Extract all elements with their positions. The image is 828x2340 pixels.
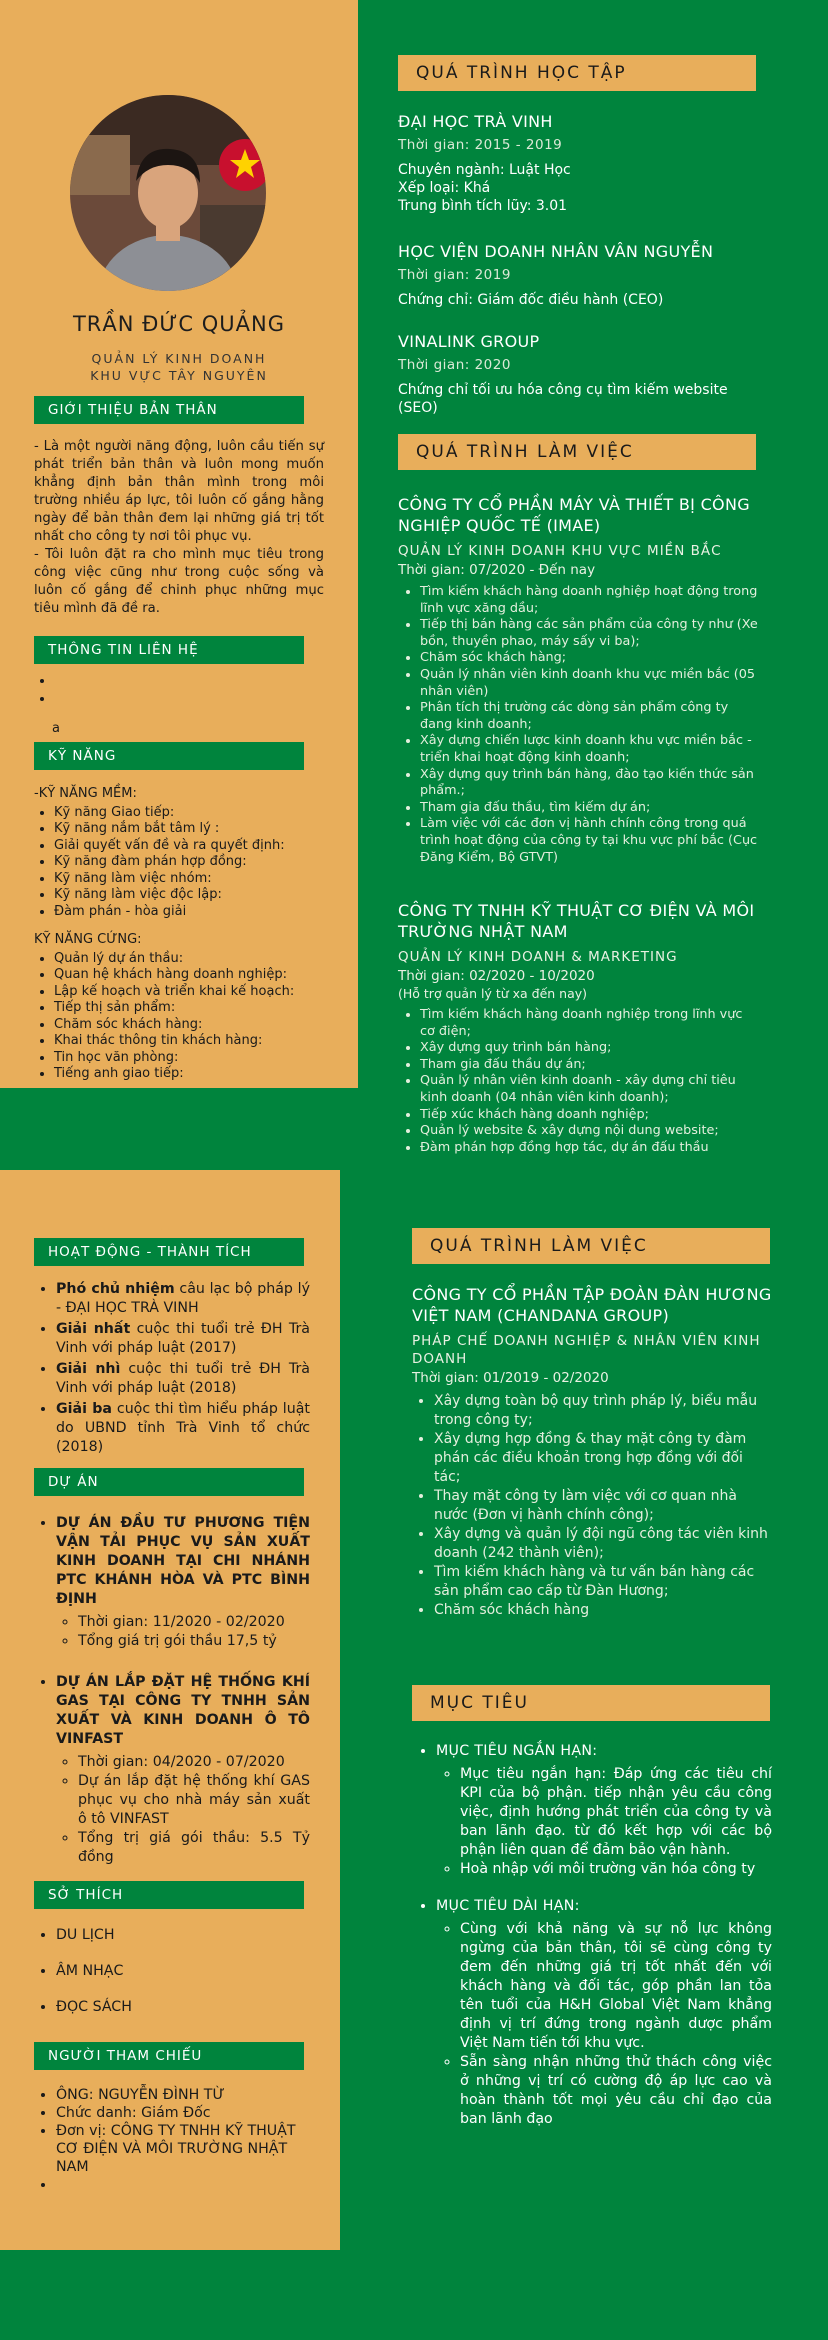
job-duties [412, 1392, 772, 1620]
school-name: ĐẠI HỌC TRÀ VINH [398, 112, 553, 131]
job-item [398, 900, 758, 1156]
soft-skills-title: -KỸ NĂNG MỀM: [34, 786, 137, 801]
avatar-photo [70, 95, 266, 291]
contact-item [54, 690, 324, 708]
duty-item: • Tham gia đấu thầu, tìm kiếm dự án; [420, 800, 758, 817]
soft-skill-item: • Kỹ năng Giao tiếp: [54, 805, 324, 822]
goals-heading: MỤC TIÊU [412, 1685, 770, 1721]
duty-item: • Tham gia đấu thầu dự án; [420, 1057, 758, 1074]
hard-skill-item: • Tin học văn phòng: [54, 1050, 324, 1067]
cv-page-1 [0, 0, 828, 1155]
project-item [56, 1514, 310, 1651]
duty-item: • Quản lý nhân viên kinh doanh - xây dựng chỉ tiêu kinh doanh (04 nhân viên kinh doanh); [420, 1073, 758, 1106]
job-company: CÔNG TY CỔ PHẦN TẬP ĐOÀN ĐÀN HƯƠNG VIỆT NAM (CHANDANA GROUP) [412, 1285, 772, 1325]
duty-item: • Tìm kiếm khách hàng doanh nghiệp trong lĩnh vực cơ điện; [420, 1007, 758, 1040]
duty-item: • Xây dựng quy trình bán hàng; [420, 1040, 758, 1057]
goal-group [436, 1897, 772, 2129]
intro-paragraph-2: - Tôi luôn đặt ra cho mình mục tiêu trong công việc cũng như trong cuộc sống và luôn cố gắng để chinh phục những mục tiêu mình đã đề ra. [34, 547, 324, 616]
job-duties [398, 1007, 758, 1156]
duty-item: • Chăm sóc khách hàng; [420, 650, 758, 667]
work-heading-2: QUÁ TRÌNH LÀM VIỆC [412, 1228, 770, 1264]
role-line-2: KHU VỰC TÂY NGUYÊN [90, 368, 268, 383]
left-column [0, 0, 358, 1088]
education-heading: QUÁ TRÌNH HỌC TẬP [398, 55, 756, 91]
activity-item [56, 1280, 310, 1318]
reference-item: • Chức danh: Giám Đốc [56, 2104, 310, 2122]
activity-text: câu lạc bộ pháp lý - ĐẠI HỌC TRÀ VINH [56, 1281, 310, 1316]
contact-heading: THÔNG TIN LIÊN HỆ [34, 636, 304, 664]
intro-heading: GIỚI THIỆU BẢN THÂN [34, 396, 304, 424]
project-detail: ◦ Tổng giá trị gói thầu 17,5 tỷ [78, 1632, 310, 1651]
goal-group [436, 1742, 772, 1879]
job-role: QUẢN LÝ KINH DOANH KHU VỰC MIỀN BẮC [398, 543, 722, 559]
activity-award: Giải nhì [56, 1361, 121, 1377]
duty-item: • Phân tích thị trường các dòng sản phẩm công ty đang kinh doanh; [420, 700, 758, 733]
job-item [398, 494, 758, 866]
role-line-1: QUẢN LÝ KINH DOANH [91, 351, 267, 366]
education-detail: Chuyên ngành: Luật Học [398, 162, 571, 178]
education-item [398, 242, 758, 309]
activity-item [56, 1320, 310, 1358]
education-time: Thời gian: 2015 - 2019 [398, 137, 563, 153]
soft-skills [34, 786, 324, 920]
duty-item: • Tiếp xúc khách hàng doanh nghiệp; [420, 1107, 758, 1124]
project-item [56, 1673, 310, 1867]
duty-item: • Đàm phán hợp đồng hợp tác, dự án đấu thầu [420, 1140, 758, 1157]
candidate-name: TRẦN ĐỨC QUẢNG [72, 312, 286, 336]
education-item [398, 332, 758, 417]
soft-skill-item: • Kỹ năng làm việc độc lập: [54, 887, 324, 904]
job-role: QUẢN LÝ KINH DOANH & MARKETING [398, 949, 678, 965]
reference-item: • Đơn vị: CÔNG TY TNHH KỸ THUẬT CƠ ĐIỆN VÀ MÔI TRƯỜNG NHẬT NAM [56, 2122, 310, 2176]
project-title: DỰ ÁN ĐẦU TƯ PHƯƠNG TIỆN VẬN TẢI PHỤC VỤ SẢN XUẤT KINH DOANH TẠI CHI NHÁNH PTC KHÁNH HÒA VÀ PTC BÌNH ĐỊNH [56, 1515, 310, 1607]
hobbies-list [34, 1927, 310, 2035]
duty-item: • Xây dựng hợp đồng & thay mặt công ty đàm phán các điều khoản trong hợp đồng với đối tác; [434, 1430, 772, 1487]
hard-skill-item: • Lập kế hoạch và triển khai kế hoạch: [54, 984, 324, 1001]
projects-list [34, 1514, 310, 1867]
activity-award: Giải ba [56, 1401, 112, 1417]
job-company: CÔNG TY CỔ PHẦN MÁY VÀ THIẾT BỊ CÔNG NGHIỆP QUỐC TẾ (IMAE) [398, 495, 750, 535]
project-detail: ◦ Dự án lắp đặt hệ thống khí GAS phục vụ cho nhà máy sản xuất ô tô VINFAST [78, 1772, 310, 1829]
hard-skill-item: • Quan hệ khách hàng doanh nghiệp: [54, 967, 324, 984]
job-duties [398, 584, 758, 866]
project-detail: ◦ Tổng trị giá gói thầu: 5.5 Tỷ đồng [78, 1829, 310, 1867]
activity-award: Phó chủ nhiệm [56, 1281, 175, 1297]
duty-item: • Xây dựng và quản lý đội ngũ công tác viên kinh doanh (242 thành viên); [434, 1525, 772, 1563]
activities-list [34, 1280, 310, 1459]
duty-item: • Thay mặt công ty làm việc với cơ quan nhà nước (Đơn vị hành chính công); [434, 1487, 772, 1525]
project-detail: ◦ Thời gian: 11/2020 - 02/2020 [78, 1613, 310, 1632]
education-detail: Chứng chỉ: Giám đốc điều hành (CEO) [398, 292, 664, 308]
duty-item: • Xây dựng quy trình bán hàng, đào tạo kiến thức sản phẩm.; [420, 767, 758, 800]
contact-item [54, 672, 324, 690]
duty-item: • Tiếp thị bán hàng các sản phẩm của công ty như (Xe bồn, thuyền phao, máy sấy vi ba); [420, 617, 758, 650]
contact-extra: a [52, 721, 60, 736]
projects-heading: DỰ ÁN [34, 1468, 304, 1496]
activity-item [56, 1400, 310, 1457]
cv-page-2 [0, 1170, 828, 2250]
school-name: VINALINK GROUP [398, 332, 540, 351]
contact-info [34, 672, 324, 738]
reference-item: • ÔNG: NGUYỄN ĐÌNH TỪ [56, 2086, 310, 2104]
activities-heading: HOẠT ĐỘNG - THÀNH TÍCH [34, 1238, 304, 1266]
activity-award: Giải nhất [56, 1321, 131, 1337]
job-company: CÔNG TY TNHH KỸ THUẬT CƠ ĐIỆN VÀ MÔI TRƯỜNG NHẬT NAM [398, 901, 755, 941]
duty-item: • Quản lý website & xây dựng nội dung website; [420, 1123, 758, 1140]
reference-list [34, 2086, 310, 2194]
job-item [412, 1284, 772, 1620]
hard-skills-title: KỸ NĂNG CỨNG: [34, 932, 142, 947]
hard-skill-item: • Tiếp thị sản phẩm: [54, 1000, 324, 1017]
education-detail: Xếp loại: Khá [398, 180, 491, 196]
soft-skill-item: • Kỹ năng đàm phán hợp đồng: [54, 854, 324, 871]
hobby-item: • DU LỊCH [56, 1927, 310, 1943]
education-detail: Trung bình tích lũy: 3.01 [398, 198, 568, 214]
job-time: Thời gian: 07/2020 - Đến nay [398, 562, 596, 578]
soft-skill-item: • Kỹ năng nắm bắt tâm lý : [54, 821, 324, 838]
activity-text: cuộc thi tuổi trẻ ĐH Trà Vinh với pháp luật (2017) [56, 1321, 310, 1356]
duty-item: • Làm việc với các đơn vị hành chính công trong quá trình hoạt động của công ty tại khu vực phí bắc (Cục Đăng Kiểm, Bộ GTVT) [420, 816, 758, 866]
hobby-item: • ÂM NHẠC [56, 1963, 310, 1979]
job-time: Thời gian: 02/2020 - 10/2020 [398, 968, 595, 984]
school-name: HỌC VIỆN DOANH NHÂN VÂN NGUYỄN [398, 242, 714, 261]
candidate-role [34, 350, 324, 384]
activity-text: cuộc thi tìm hiểu pháp luật do UBND tỉnh Trà Vinh tổ chức (2018) [56, 1401, 310, 1455]
soft-skill-item: • Đàm phán - hòa giải [54, 904, 324, 921]
activity-item [56, 1360, 310, 1398]
activity-text: cuộc thi tuổi trẻ ĐH Trà Vinh với pháp luật (2018) [56, 1361, 310, 1396]
duty-item: • Quản lý nhân viên kinh doanh khu vực miền bắc (05 nhân viên) [420, 667, 758, 700]
goal-item: ◦ Cùng với khả năng và sự nỗ lực không ngừng của bản thân, tôi sẽ cùng công ty đem đến những giá trị tốt nhất đến với khách hàng và đối tác, góp phần lan tỏa tên tuổi của H&H Global Việt Nam khẳng định vị trí đứng trong ngành dược phẩm Việt Nam tiến tới khu vực. [460, 1920, 772, 2053]
project-title: DỰ ÁN LẮP ĐẶT HỆ THỐNG KHÍ GAS TẠI CÔNG TY TNHH SẢN XUẤT VÀ KINH DOANH Ô TÔ VINFAST [56, 1674, 310, 1747]
education-item [398, 112, 758, 215]
job-role: PHÁP CHẾ DOANH NGHIỆP & NHÂN VIÊN KINH DOANH [412, 1333, 761, 1367]
education-time: Thời gian: 2019 [398, 267, 511, 283]
intro-text [34, 438, 324, 618]
skills-heading: KỸ NĂNG [34, 742, 304, 770]
goal-item: ◦ Mục tiêu ngắn hạn: Đáp ứng các tiêu chí KPI của bộ phận. tiếp nhận yêu cầu công việc, định hướng phát triển của công ty và ban lãnh đạo. từ đó kết hợp với các bộ phận liên quan để đảm bảo vận hành. [460, 1765, 772, 1860]
soft-skill-item: • Giải quyết vấn đề và ra quyết định: [54, 838, 324, 855]
reference-heading: NGƯỜI THAM CHIẾU [34, 2042, 304, 2070]
goals-list [412, 1742, 772, 2129]
duty-item: • Tìm kiếm khách hàng và tư vấn bán hàng các sản phẩm cao cấp từ Đàn Hương; [434, 1563, 772, 1601]
work-heading: QUÁ TRÌNH LÀM VIỆC [398, 434, 756, 470]
hard-skill-item: • Khai thác thông tin khách hàng: [54, 1033, 324, 1050]
hobbies-heading: SỞ THÍCH [34, 1881, 304, 1909]
goal-short-title: MỤC TIÊU NGẮN HẠN: [436, 1743, 598, 1759]
intro-paragraph-1: - Là một người năng động, luôn cầu tiến sự phát triển bản thân và luôn mong muốn khẳng định bản thân mình trong môi trường nhiều áp lực, tôi luôn cố gắng hằng ngày để bản thân đem lại những giá trị tốt nhất cho công ty nơi tôi phục vụ. [34, 439, 324, 544]
left-column [0, 1170, 340, 2250]
goal-item: ◦ Sẵn sàng nhận những thử thách công việc ở những vị trí có cường độ áp lực cao và hoàn thành tốt mọi yêu cầu chỉ đạo của ban lãnh đạo [460, 2053, 772, 2129]
goal-long-title: MỤC TIÊU DÀI HẠN: [436, 1898, 580, 1914]
job-note: (Hỗ trợ quản lý từ xa đến nay) [398, 986, 588, 1001]
reference-item [56, 2176, 310, 2194]
avatar [70, 95, 266, 291]
education-detail: Chứng chỉ tối ưu hóa công cụ tìm kiếm website (SEO) [398, 382, 728, 416]
hard-skill-item: • Quản lý dự án thầu: [54, 951, 324, 968]
soft-skill-item: • Kỹ năng làm việc nhóm: [54, 871, 324, 888]
hard-skills [34, 932, 324, 1083]
hard-skill-item: • Chăm sóc khách hàng: [54, 1017, 324, 1034]
hobby-item: • ĐỌC SÁCH [56, 1999, 310, 2015]
job-time: Thời gian: 01/2019 - 02/2020 [412, 1370, 609, 1386]
education-time: Thời gian: 2020 [398, 357, 511, 373]
duty-item: • Tìm kiếm khách hàng doanh nghiệp hoạt động trong lĩnh vực xăng dầu; [420, 584, 758, 617]
goal-item: ◦ Hoà nhập với môi trường văn hóa công ty [460, 1860, 772, 1879]
duty-item: • Xây dựng chiến lược kinh doanh khu vực miền bắc - triển khai hoạt động kinh doanh; [420, 733, 758, 766]
project-detail: ◦ Thời gian: 04/2020 - 07/2020 [78, 1753, 310, 1772]
duty-item: • Xây dựng toàn bộ quy trình pháp lý, biểu mẫu trong công ty; [434, 1392, 772, 1430]
duty-item: • Chăm sóc khách hàng [434, 1601, 772, 1620]
hard-skill-item: • Tiếng anh giao tiếp: [54, 1066, 324, 1083]
